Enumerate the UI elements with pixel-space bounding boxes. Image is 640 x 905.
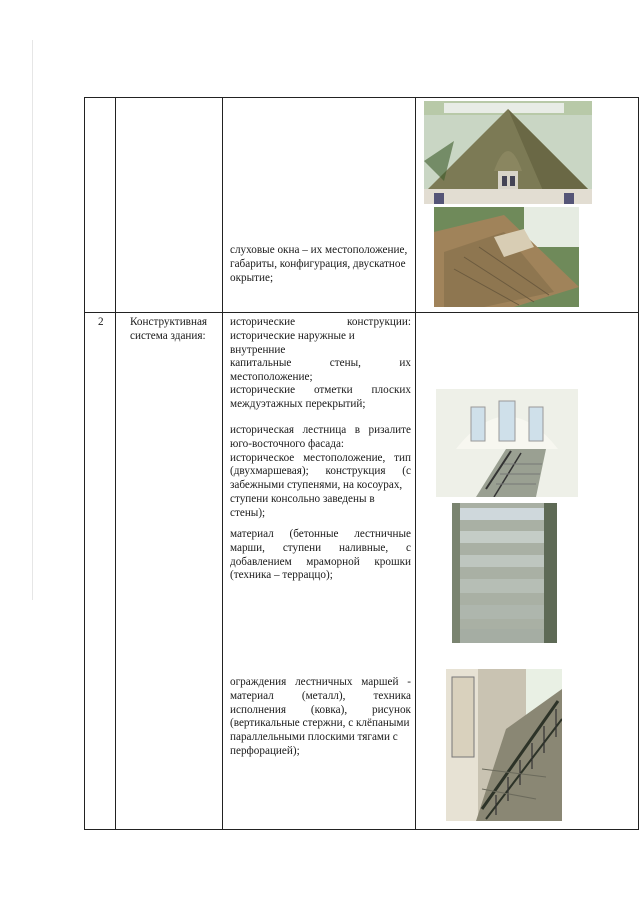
railing-word: (ковка), (310, 703, 348, 716)
stair-word: конструкция (325, 465, 386, 478)
walls-word: исторические (230, 316, 296, 328)
stair-word: местоположение, (303, 451, 386, 464)
element-name-line-2: система здания: (130, 329, 206, 342)
scan-margin-line (32, 40, 33, 600)
walls-word: их (399, 357, 411, 370)
material-word: добавлением (230, 555, 292, 568)
roof-ridge-image (434, 207, 579, 307)
stair-word: тип (394, 451, 411, 464)
railing-line-1 (230, 676, 411, 690)
floors-word: отметки (313, 384, 353, 396)
material-word: наливные, (338, 541, 389, 554)
railing-line-6: перфорацией); (230, 744, 300, 757)
dormers-line-1: слуховые окна – их местоположение, (230, 244, 408, 256)
railing-line-3 (230, 704, 411, 718)
terrazzo-steps-image (452, 503, 557, 643)
row-number: 2 (98, 316, 104, 328)
stair-railing-photo (446, 669, 562, 821)
element-name (130, 316, 220, 344)
walls-paragraph (230, 316, 411, 385)
register-table (84, 97, 639, 830)
railing-word: лестничных (295, 676, 353, 688)
walls-word: конструкции: (347, 316, 411, 328)
stair-paragraph (230, 424, 411, 521)
material-word: ступени (282, 541, 322, 554)
railing-word: ограждения (230, 676, 287, 688)
material-word: материал (230, 528, 274, 540)
table-border-right (638, 97, 639, 830)
stair-word: лестница (302, 424, 347, 436)
table-border-left (84, 97, 85, 830)
material-word: крошки (374, 555, 411, 568)
railing-paragraph (230, 676, 411, 759)
material-word: с (406, 541, 411, 554)
material-line-1 (230, 528, 411, 542)
floors-word: исторические (230, 384, 296, 396)
stair-line-2: юго-восточного фасада: (230, 437, 345, 450)
stair-line-4 (230, 465, 411, 479)
railing-word: рисунок (371, 703, 411, 716)
roof-ridge-photo (434, 207, 579, 307)
floors-paragraph (230, 384, 411, 412)
material-paragraph (230, 528, 411, 583)
dormers-line-2: габариты, конфигурация, двускатное (230, 257, 406, 270)
roof-dome-image (424, 101, 592, 204)
col-divider-2 (222, 97, 223, 830)
col-divider-3 (415, 97, 416, 830)
stair-word: историческое (230, 451, 295, 464)
stair-word: ризалите (368, 424, 411, 436)
roof-dome-photo (424, 101, 592, 204)
dormers-line-3: окрытие; (230, 271, 274, 284)
stair-line-1 (230, 424, 411, 438)
stair-line-5: забежными ступенями, на косоурах, (230, 479, 403, 492)
row-divider (84, 312, 639, 313)
material-word: мраморной (306, 555, 360, 568)
walls-line-3 (230, 357, 411, 371)
stair-hall-image (436, 389, 578, 497)
dormers-text (230, 244, 410, 285)
floors-line-1 (230, 384, 411, 398)
floors-line-2: междуэтажных перекрытий; (230, 397, 366, 410)
railing-line-4: (вертикальные стержни, с клёпаными (230, 717, 410, 730)
stair-word: (с (402, 465, 411, 478)
stair-railing-image (446, 669, 562, 821)
walls-word: капитальные (230, 357, 292, 370)
stair-word: историческая (230, 424, 295, 436)
railing-line-5: параллельными плоскими тягами с (230, 731, 398, 744)
col-divider-1 (115, 97, 116, 830)
walls-line-2: исторические наружные и внутренние (230, 329, 355, 356)
table-border-bottom (84, 829, 639, 830)
walls-line-4: местоположение; (230, 371, 313, 384)
walls-line-1 (230, 316, 411, 330)
railing-word: (металл), (301, 689, 346, 702)
stair-word: в (354, 424, 360, 436)
floors-word: плоских (371, 384, 411, 396)
material-line-4: (техника – терраццо); (230, 569, 333, 582)
material-line-2 (230, 542, 411, 556)
material-word: (бетонные (289, 528, 339, 540)
stair-line-3 (230, 452, 411, 466)
railing-word: техника (373, 689, 411, 702)
stair-line-6: ступени консольно заведены в стены); (230, 492, 375, 519)
railing-line-2 (230, 690, 411, 704)
stair-word: (двухмаршевая); (230, 465, 309, 478)
material-word: лестничные (354, 528, 411, 540)
terrazzo-steps-photo (452, 503, 557, 643)
railing-word: - (407, 676, 411, 688)
walls-word: стены, (329, 357, 361, 370)
material-word: марши, (230, 541, 265, 554)
stair-hall-photo (436, 389, 578, 497)
railing-word: исполнения (230, 703, 287, 716)
railing-word: материал (230, 689, 274, 702)
material-line-3 (230, 556, 411, 570)
element-name-line-1: Конструктивная (130, 316, 208, 328)
table-border-top (84, 97, 639, 98)
railing-word: маршей (361, 676, 399, 688)
